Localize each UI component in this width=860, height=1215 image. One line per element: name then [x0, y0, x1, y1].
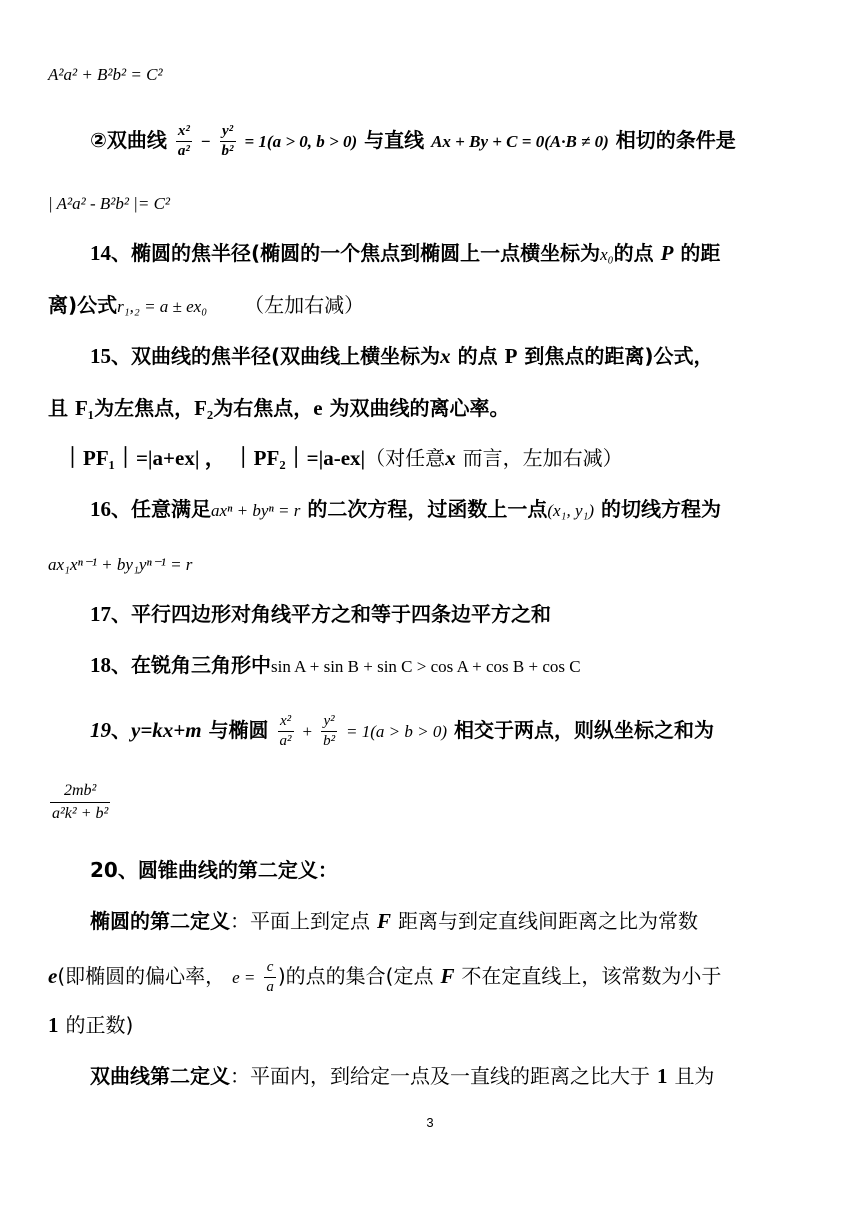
- text: 、椭圆的焦半径(椭圆的一个焦点到椭圆上一点横坐标为: [111, 241, 601, 265]
- note: （左加右减）: [244, 293, 365, 317]
- operator: +: [302, 722, 313, 741]
- hyperbola-tangent-line: [90, 122, 736, 161]
- separator: ，: [199, 446, 226, 470]
- text: 的点: [457, 344, 498, 368]
- formula: axⁿ + byⁿ = r: [211, 501, 301, 520]
- fraction-x2-a2: [176, 122, 192, 161]
- text: 为双曲线的离心率。: [329, 396, 510, 420]
- number: 1: [656, 1064, 668, 1088]
- text: 且为: [674, 1064, 715, 1088]
- text: 的点: [613, 241, 654, 265]
- variable: F: [440, 964, 455, 988]
- formula: e =: [232, 968, 256, 987]
- text: 到焦点的距离)公式，: [524, 344, 714, 368]
- formula: ax₁xⁿ⁻¹ + by₁yⁿ⁻¹ = r: [48, 555, 193, 574]
- text: ②双曲线: [90, 128, 167, 152]
- variable: F: [376, 909, 391, 933]
- fraction-x2-a2: [278, 712, 294, 751]
- formula: (x₁, y₁): [547, 501, 595, 520]
- variable: e: [313, 396, 323, 420]
- numerator: x²: [176, 122, 192, 142]
- text: 的二次方程，过函数上一点: [307, 497, 548, 521]
- fraction-sum: [50, 780, 110, 825]
- denominator: b²: [323, 733, 336, 749]
- hyperbola-definition-line-1: [90, 1061, 714, 1091]
- ellipse-definition-line-2: [48, 958, 721, 997]
- ellipse-definition-line-1: [90, 906, 698, 936]
- text: 、任意满足: [111, 497, 211, 521]
- text: 为右焦点，: [213, 396, 314, 420]
- sum-fraction: [48, 780, 112, 825]
- fraction-c-a: [264, 958, 276, 997]
- fraction-y2-b2: [321, 712, 337, 751]
- denominator: a²: [177, 143, 190, 159]
- definition-label: 椭圆的第二定义: [90, 909, 230, 933]
- text: 而言，左加右减）: [462, 446, 623, 470]
- formula: y=kx+m: [131, 718, 202, 742]
- definition-label: 双曲线第二定义: [90, 1064, 230, 1088]
- variable: x: [445, 446, 456, 470]
- text: 离)公式: [48, 293, 118, 317]
- formula: sin A + sin B + sin C > cos A + cos B + cos C: [271, 657, 581, 676]
- variable: e: [48, 964, 58, 988]
- text: 相交于两点，则纵坐标之和为: [454, 718, 714, 742]
- text: 、双曲线的焦半径(双曲线上横坐标为: [111, 344, 441, 368]
- item-14-line-1: [90, 238, 720, 270]
- operator: −: [200, 132, 211, 151]
- page-number: 3: [426, 1115, 434, 1130]
- formula: | A²a² - B²b² |= C²: [48, 194, 171, 213]
- section-20-heading: [90, 855, 338, 885]
- fraction-y2-b2: [220, 122, 236, 161]
- numerator: c: [264, 958, 276, 978]
- text: 、在锐角三角形中: [111, 653, 271, 677]
- numerator: y²: [321, 712, 337, 732]
- text: 与椭圆: [208, 718, 269, 742]
- heading: 20、圆锥曲线的第二定义：: [90, 858, 338, 882]
- denominator: a²k² + b²: [52, 805, 109, 822]
- variable: x: [440, 344, 451, 368]
- formula-line-1: [48, 58, 163, 90]
- number: 1: [48, 1013, 59, 1037]
- item-number: 15: [90, 344, 111, 368]
- numerator: 2mb²: [50, 780, 110, 803]
- item-number: 17: [90, 602, 111, 626]
- formula: x₀: [600, 245, 614, 264]
- item-16-line-1: [90, 494, 721, 526]
- text: 的距: [680, 241, 721, 265]
- text: （对任意: [365, 446, 446, 470]
- text: 为左焦点，: [94, 396, 195, 420]
- denominator: b²: [221, 143, 234, 159]
- formula: r₁,₂ = a ± ex₀: [117, 297, 208, 316]
- ellipse-definition-line-3: [48, 1010, 133, 1040]
- numerator: y²: [220, 122, 236, 142]
- variable: F₁: [74, 396, 95, 420]
- variable: F₂: [194, 396, 214, 420]
- text: 且: [48, 396, 68, 420]
- text: (即椭圆的偏心率，: [57, 964, 226, 988]
- variable: P: [504, 344, 518, 368]
- item-15-line-1: [90, 341, 714, 371]
- item-14-line-2: [48, 290, 364, 322]
- item-17: [90, 599, 551, 629]
- variable: P: [660, 241, 674, 265]
- text: )的点的集合(定点: [277, 964, 434, 988]
- text: 、平行四边形对角线平方之和等于四条边平方之和: [111, 602, 551, 626]
- formula: = 1(a > b > 0): [346, 722, 448, 741]
- denominator: a²: [279, 733, 292, 749]
- text: 的切线方程为: [601, 497, 722, 521]
- formula: = 1(a > 0, b > 0): [244, 132, 358, 151]
- formula: A²a² + B²b² = C²: [48, 65, 163, 84]
- text: 相切的条件是: [615, 128, 736, 152]
- item-number: 19: [90, 718, 111, 742]
- tangent-formula: [48, 548, 192, 580]
- numerator: x²: [278, 712, 294, 732]
- item-number: 14: [90, 241, 111, 265]
- text: 距离与到定直线间距离之比为常数: [397, 909, 698, 933]
- formula-line-3: [48, 187, 170, 219]
- item-number: 18: [90, 653, 111, 677]
- text: 的正数): [65, 1013, 134, 1037]
- item-19-line-1: [90, 712, 714, 751]
- item-number: 16: [90, 497, 111, 521]
- item-15-line-3: [62, 443, 623, 473]
- text: ：平面内，到给定一点及一直线的距离之比大于: [230, 1064, 650, 1088]
- text: ：平面上到定点: [230, 909, 370, 933]
- formula: ｜PF₂｜=|a-ex|: [232, 446, 366, 470]
- text: 与直线: [364, 128, 425, 152]
- text: 不在定直线上，该常数为小于: [461, 964, 722, 988]
- formula: ｜PF₁｜=|a+ex|: [62, 446, 200, 470]
- item-18: [90, 650, 581, 682]
- item-15-line-2: [48, 393, 510, 423]
- formula: Ax + By + C = 0(A·B ≠ 0): [431, 132, 609, 151]
- separator: 、: [111, 718, 131, 742]
- denominator: a: [266, 979, 274, 995]
